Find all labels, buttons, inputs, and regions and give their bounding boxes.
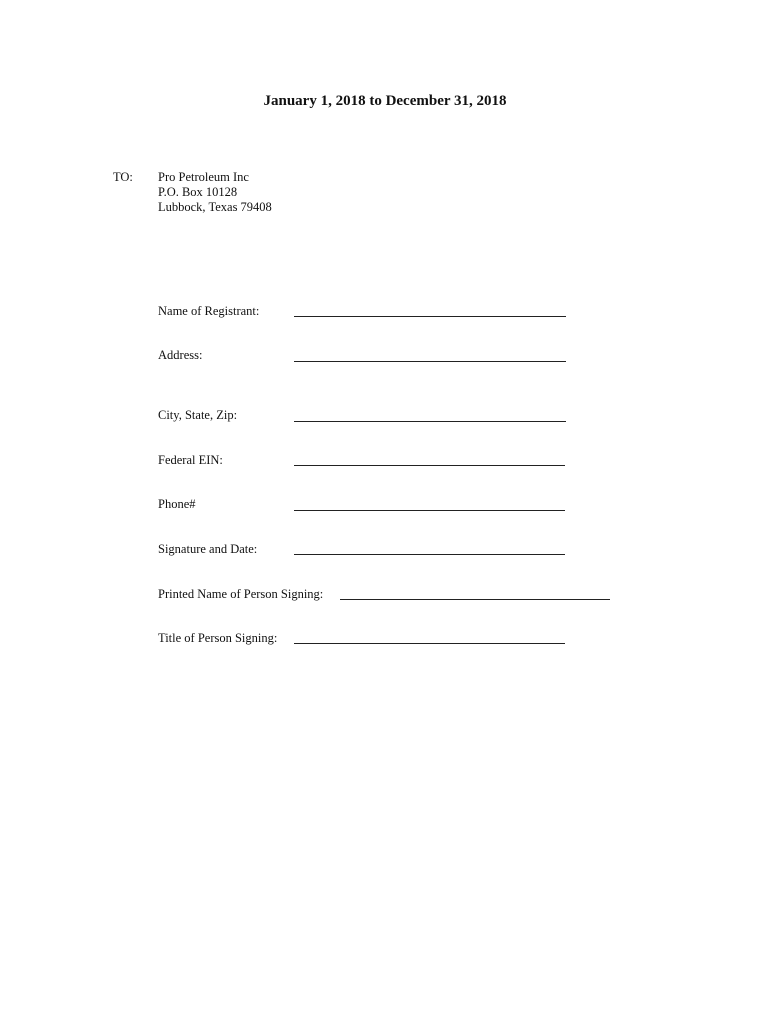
recipient-name: Pro Petroleum Inc	[158, 170, 249, 184]
title-of-person-signing-label: Title of Person Signing:	[158, 631, 278, 645]
phone-label: Phone#	[158, 497, 196, 511]
address-label: Address:	[158, 348, 203, 362]
city-state-zip-line[interactable]	[294, 421, 566, 422]
city-state-zip-label: City, State, Zip:	[158, 408, 238, 422]
printed-name-line[interactable]	[340, 599, 610, 600]
address-line[interactable]	[294, 361, 566, 362]
recipient-po-box: P.O. Box 10128	[158, 185, 238, 199]
signature-and-date-label: Signature and Date:	[158, 542, 258, 556]
recipient-address	[158, 170, 272, 215]
name-of-registrant-label: Name of Registrant:	[158, 304, 260, 318]
period-heading: January 1, 2018 to December 31, 2018	[263, 93, 507, 109]
to-label: TO:	[113, 170, 133, 184]
signature-and-date-line[interactable]	[294, 554, 565, 555]
printed-name-label: Printed Name of Person Signing:	[158, 587, 324, 601]
name-of-registrant-line[interactable]	[294, 316, 566, 317]
title-of-person-signing-line[interactable]	[294, 643, 565, 644]
recipient-city-state: Lubbock, Texas 79408	[158, 200, 272, 214]
federal-ein-label: Federal EIN:	[158, 453, 223, 467]
federal-ein-line[interactable]	[294, 465, 565, 466]
phone-line[interactable]	[294, 510, 565, 511]
